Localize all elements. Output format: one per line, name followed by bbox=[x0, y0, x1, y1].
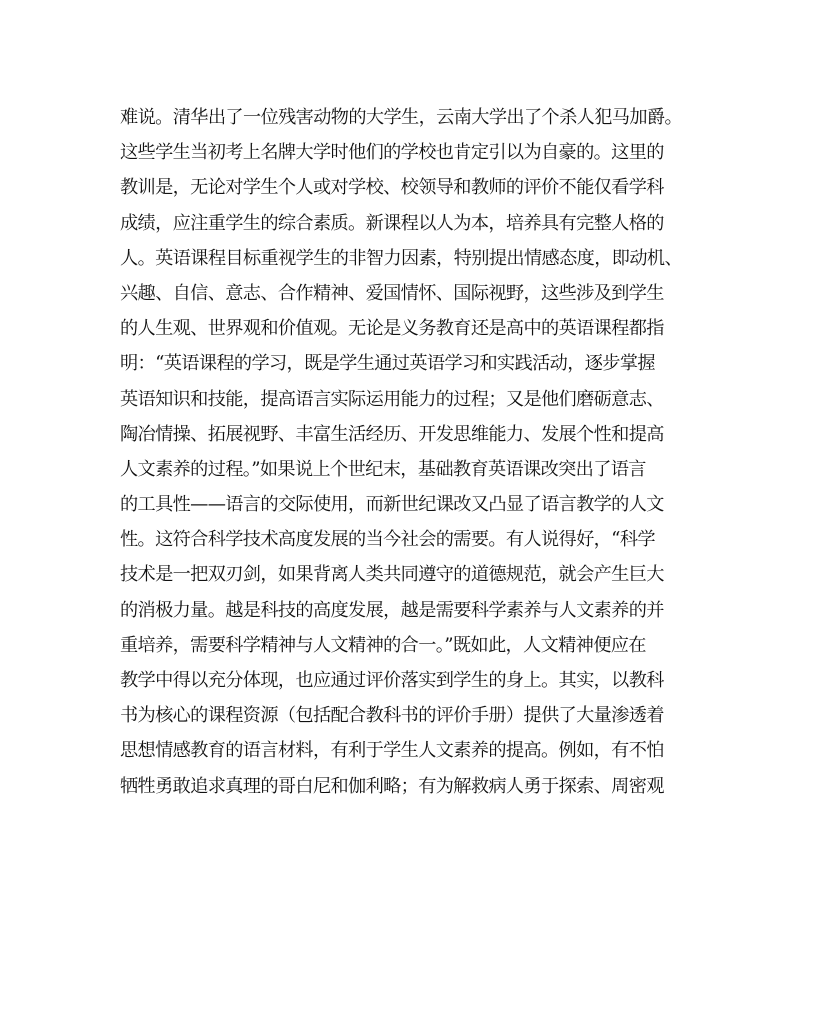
text-line: 性。这符合科学技术高度发展的当今社会的需要。有人说得好，“科学 bbox=[120, 529, 655, 551]
text-line: 这些学生当初考上名牌大学时他们的学校也肯定引以为自豪的。这里的 bbox=[120, 142, 664, 164]
text-line: 陶冶情操、拓展视野、丰富生活经历、开发思维能力、发展个性和提高 bbox=[120, 423, 664, 445]
text-line: 书为核心的课程资源（包括配合教科书的评价手册）提供了大量渗透着 bbox=[120, 705, 664, 727]
text-line: 难说。清华出了一位残害动物的大学生，云南大学出了个杀人犯马加爵。 bbox=[120, 107, 683, 128]
text-line: 成绩，应注重学生的综合素质。新课程以人为本，培养具有完整人格的 bbox=[120, 212, 664, 234]
text-line: 思想情感教育的语言材料，有利于学生人文素养的提高。例如，有不怕 bbox=[120, 740, 664, 762]
text-line: 重培养，需要科学精神与人文精神的合一。”既如此，人文精神便应在 bbox=[120, 634, 646, 656]
text-line: 教训是，无论对学生个人或对学校、校领导和教师的评价不能仅看学科 bbox=[120, 177, 664, 199]
text-line: 人文素养的过程。”如果说上个世纪末，基础教育英语课改突出了语言 bbox=[120, 458, 646, 480]
text-line: 教学中得以充分体现，也应通过评价落实到学生的身上。其实，以教科 bbox=[120, 670, 664, 691]
text-line: 的消极力量。越是科技的高度发展，越是需要科学素养与人文素养的并 bbox=[120, 599, 664, 621]
text-line: 牺牲勇敢追求真理的哥白尼和伽利略；有为解救病人勇于探索、周密观 bbox=[120, 775, 664, 797]
text-line: 的人生观、世界观和价值观。无论是义务教育还是高中的英语课程都指 bbox=[120, 318, 664, 340]
body-text bbox=[120, 100, 720, 804]
text-line: 明：“英语课程的学习，既是学生通过英语学习和实践活动，逐步掌握 bbox=[120, 353, 655, 375]
text-line: 兴趣、自信、意志、合作精神、爱国情怀、国际视野，这些涉及到学生 bbox=[120, 282, 664, 304]
text-line: 人。英语课程目标重视学生的非智力因素，特别提出情感态度，即动机、 bbox=[120, 247, 683, 269]
text-line: 的工具性——语言的交际使用，而新世纪课改又凸显了语言教学的人文 bbox=[120, 494, 664, 516]
text-line: 技术是一把双刃剑，如果背离人类共同遵守的道德规范，就会产生巨大 bbox=[120, 564, 664, 586]
text-line: 英语知识和技能，提高语言实际运用能力的过程；又是他们磨砺意志、 bbox=[120, 388, 664, 410]
